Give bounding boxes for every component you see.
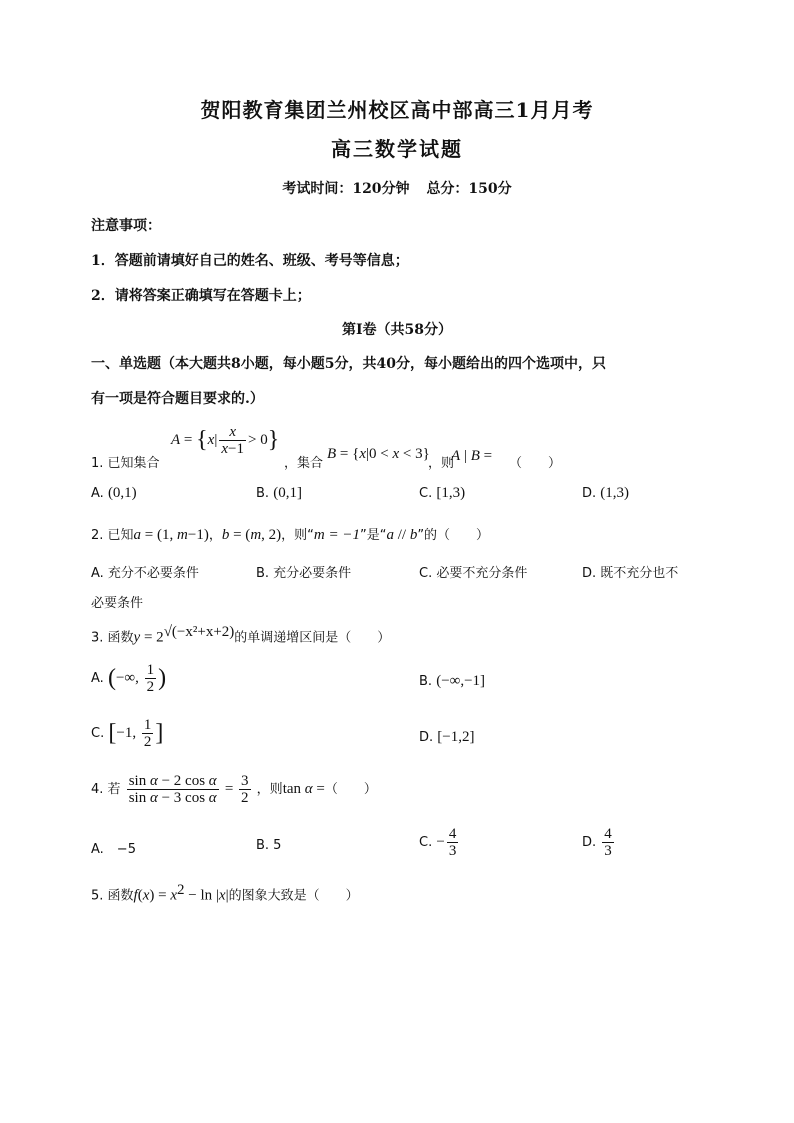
exam-meta bbox=[0, 178, 794, 198]
q4-option-d: D. $\frac{4}{3}$ bbox=[582, 826, 612, 859]
q2-option-c: C. 必要不充分条件 bbox=[419, 566, 528, 581]
q2-option-d-cont: 必要条件 bbox=[91, 596, 144, 611]
q2-option-a: A. 充分不必要条件 bbox=[91, 566, 199, 581]
q1-expr: A | B = bbox=[451, 448, 493, 464]
q1-tail: （ ） bbox=[509, 456, 562, 471]
q1-option-c: C. [1,3) bbox=[419, 485, 466, 501]
section-line-1: 一、单选题（本大题共8小题，每小题5分，共40分，每小题给出的四个选项中，只 bbox=[91, 356, 606, 372]
exam-school-title: 贺阳教育集团兰州校区高中部高三1月月考 bbox=[200, 98, 594, 122]
q2-condition: m = −1 bbox=[313, 527, 360, 543]
q1-set-a: A = {x| $\frac{x}{x-1}$ > 0} bbox=[171, 424, 280, 457]
q1-option-d: D. (1,3) bbox=[582, 485, 630, 501]
q3-option-a: A. (−∞, $\frac{1}{2}$ ) bbox=[91, 662, 167, 695]
q2-option-d: D. 既不充分也不 bbox=[582, 566, 679, 581]
exam-time: 考试时间：120分钟 bbox=[282, 181, 410, 197]
exam-score: 总分：150分 bbox=[426, 181, 512, 197]
part-title: 第I卷（共58分） bbox=[341, 322, 453, 338]
question-3: 3. 函数$y = 2^{√(-x^2+x+2)}$的单调递增区间是（ ） bbox=[91, 624, 391, 646]
section-line-2: 有一项是符合题目要求的.） bbox=[91, 391, 264, 407]
q1-option-b: B. (0,1] bbox=[256, 485, 302, 501]
question-5: 5. 函数$f(x) = x^2 - \ln |x|$的图象大致是（ ） bbox=[91, 882, 359, 904]
q2-option-b: B. 充分必要条件 bbox=[256, 566, 352, 581]
notes-item-2: 2．请将答案正确填写在答题卡上； bbox=[91, 288, 311, 304]
question-4: 4. 若 $\frac{\text{sin α − 2 cos α}}{\text{sin α − 3 cos α}}$ = $\frac{3}{2}$ ，则tan α =（ ） bbox=[91, 773, 377, 806]
q3-option-d: D. [−1,2] bbox=[419, 729, 475, 745]
q3-option-b: B. (−∞,−1] bbox=[419, 673, 486, 689]
q3-option-c: C. [−1, $\frac{1}{2}$ ] bbox=[91, 717, 164, 750]
q4-option-a: A. −5 bbox=[91, 842, 136, 857]
q4-option-c: C. − $\frac{4}{3}$ bbox=[419, 826, 457, 859]
notes-item-1: 1．答题前请填好自己的姓名、班级、考号等信息； bbox=[91, 253, 409, 269]
exam-subject-title: 高三数学试题 bbox=[331, 137, 463, 161]
q1-set-b: B = {x|0 < x < 3} bbox=[327, 446, 430, 462]
question-2: 2. 已知a = (1, m−1)，b = (m, 2)，则“m = −1”是“a // b”的（ ） bbox=[91, 527, 490, 543]
q1-mid: ，集合 bbox=[284, 456, 324, 471]
q4-option-b: B. 5 bbox=[256, 838, 282, 853]
q1-option-a: A. (0,1) bbox=[91, 485, 137, 501]
q1-prefix: 1. 已知集合 bbox=[91, 456, 160, 471]
notes-heading: 注意事项： bbox=[91, 218, 161, 234]
q1-suffix: ，则 bbox=[428, 456, 455, 471]
